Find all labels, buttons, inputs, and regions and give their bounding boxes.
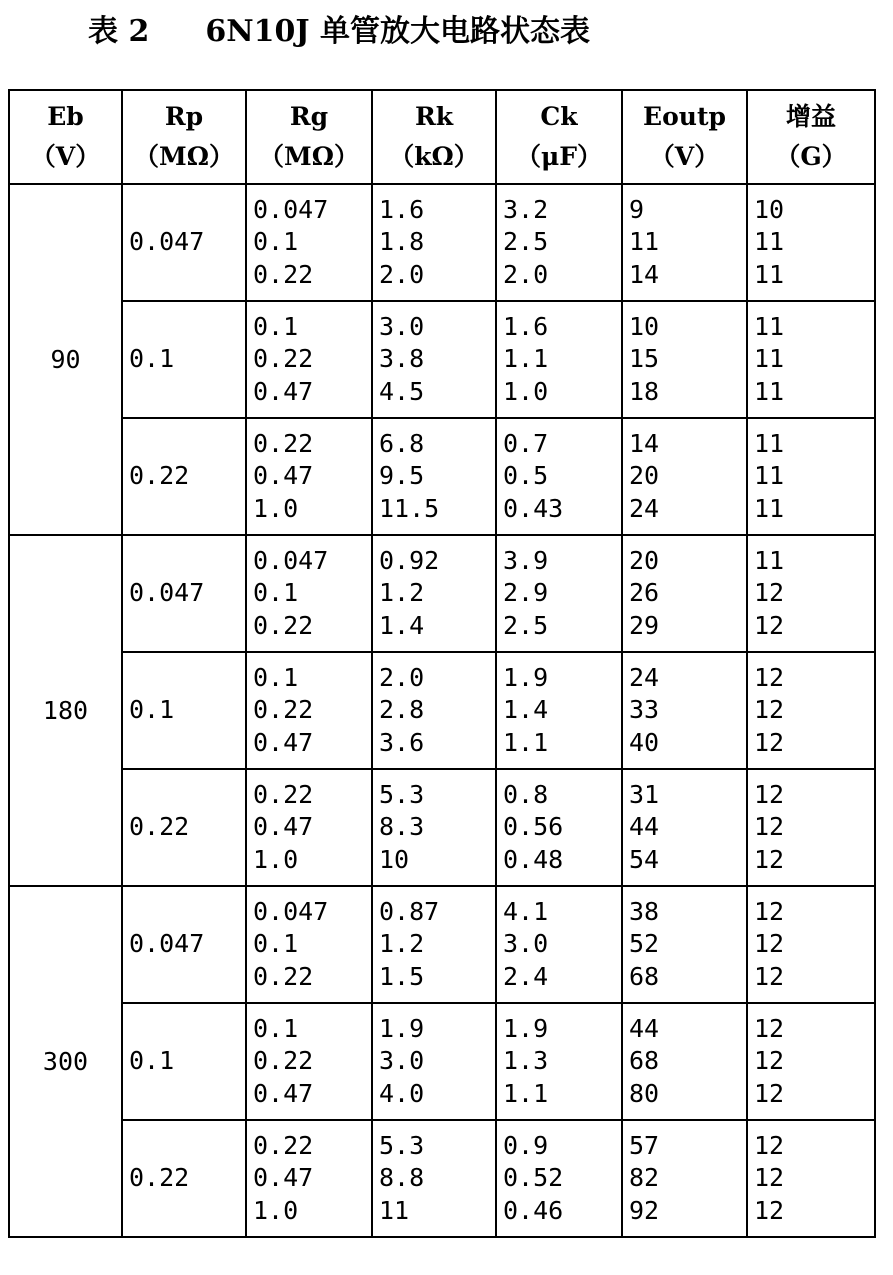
rk-cell [372, 184, 496, 301]
rk-value: 4.0 [379, 1078, 425, 1108]
rk-cell [372, 301, 496, 418]
rg-cell [246, 418, 372, 535]
ck-value: 0.7 [503, 428, 549, 458]
eoutp-value: 20 [629, 545, 660, 575]
table-row [9, 1120, 875, 1237]
rk-value: 3.6 [379, 727, 425, 757]
rk-value: 1.2 [379, 578, 425, 608]
gain-value: 11 [754, 461, 785, 491]
gain-value: 11 [754, 376, 785, 406]
gain-value: 12 [754, 929, 785, 959]
eoutp-cell [622, 418, 747, 535]
rg-value: 0.22 [253, 1046, 314, 1076]
table-row [9, 886, 875, 1003]
rk-value: 1.4 [379, 610, 425, 640]
rk-value: 0.92 [379, 545, 440, 575]
eoutp-value: 57 [629, 1130, 660, 1160]
eoutp-value: 44 [629, 1013, 660, 1043]
rg-cell [246, 886, 372, 1003]
eoutp-cell [622, 769, 747, 886]
gain-cell [747, 769, 875, 886]
eoutp-cell [622, 1003, 747, 1120]
table-row [9, 301, 875, 418]
eoutp-value: 11 [629, 227, 660, 257]
ck-cell [496, 652, 622, 769]
gain-value: 12 [754, 695, 785, 725]
gain-cell [747, 184, 875, 301]
rg-value: 0.47 [253, 1078, 314, 1108]
eoutp-value: 15 [629, 344, 660, 374]
eoutp-value: 14 [629, 428, 660, 458]
ck-cell [496, 535, 622, 652]
rk-value: 1.5 [379, 961, 425, 991]
header-eb [9, 90, 122, 184]
eoutp-value: 82 [629, 1163, 660, 1193]
rk-value: 9.5 [379, 461, 425, 491]
ck-cell [496, 184, 622, 301]
rk-value: 3.0 [379, 311, 425, 341]
rg-value: 0.22 [253, 961, 314, 991]
rg-cell [246, 652, 372, 769]
rg-value: 0.22 [253, 695, 314, 725]
rk-value: 3.0 [379, 1046, 425, 1076]
eoutp-value: 24 [629, 493, 660, 523]
eoutp-value: 10 [629, 311, 660, 341]
eoutp-value: 52 [629, 929, 660, 959]
header-rg [246, 90, 372, 184]
gain-value: 12 [754, 578, 785, 608]
rk-cell [372, 1120, 496, 1237]
eoutp-value: 9 [629, 194, 645, 224]
ck-value: 1.6 [503, 311, 549, 341]
rk-value: 5.3 [379, 1130, 425, 1160]
eoutp-value: 18 [629, 376, 660, 406]
rk-value: 4.5 [379, 376, 425, 406]
gain-value: 12 [754, 610, 785, 640]
rg-value: 0.1 [253, 662, 299, 692]
ck-value: 1.3 [503, 1046, 549, 1076]
ck-value: 2.5 [503, 610, 549, 640]
eoutp-value: 33 [629, 695, 660, 725]
ck-cell [496, 301, 622, 418]
gain-cell [747, 652, 875, 769]
header-unit: （G） [775, 142, 847, 171]
rk-value: 1.9 [379, 1013, 425, 1043]
rg-value: 0.22 [253, 344, 314, 374]
ck-value: 3.2 [503, 194, 549, 224]
rg-value: 0.047 [253, 194, 329, 224]
eoutp-value: 92 [629, 1195, 660, 1225]
rk-value: 0.87 [379, 896, 440, 926]
header-row [9, 90, 875, 184]
gain-cell [747, 1003, 875, 1120]
gain-value: 12 [754, 1046, 785, 1076]
rg-value: 0.1 [253, 578, 299, 608]
rg-value: 0.1 [253, 227, 299, 257]
rp-cell: 0.047 [122, 886, 246, 1003]
table-row [9, 1003, 875, 1120]
header-unit: （kΩ） [389, 142, 479, 171]
ck-value: 0.52 [503, 1163, 564, 1193]
rk-value: 1.2 [379, 929, 425, 959]
rg-value: 0.22 [253, 259, 314, 289]
gain-cell [747, 301, 875, 418]
eoutp-cell [622, 1120, 747, 1237]
gain-value: 12 [754, 961, 785, 991]
eoutp-value: 20 [629, 461, 660, 491]
rk-value: 11 [379, 1195, 410, 1225]
table-row [9, 184, 875, 301]
eoutp-cell [622, 535, 747, 652]
table-number: 表 2 [88, 14, 150, 49]
eoutp-value: 29 [629, 610, 660, 640]
ck-cell [496, 1120, 622, 1237]
rk-value: 2.0 [379, 259, 425, 289]
table-title [88, 8, 590, 56]
rk-value: 8.3 [379, 812, 425, 842]
rg-value: 1.0 [253, 493, 299, 523]
ck-value: 1.0 [503, 376, 549, 406]
ck-value: 1.1 [503, 1078, 549, 1108]
ck-cell [496, 1003, 622, 1120]
ck-value: 0.56 [503, 812, 564, 842]
header-name: Eoutp [643, 102, 726, 131]
rp-cell: 0.1 [122, 301, 246, 418]
header-gain [747, 90, 875, 184]
rg-value: 0.22 [253, 1130, 314, 1160]
rp-cell: 0.22 [122, 418, 246, 535]
gain-cell [747, 535, 875, 652]
table-row [9, 769, 875, 886]
rg-cell [246, 535, 372, 652]
table-row [9, 652, 875, 769]
gain-value: 12 [754, 727, 785, 757]
rg-cell [246, 769, 372, 886]
gain-value: 12 [754, 844, 785, 874]
gain-value: 12 [754, 662, 785, 692]
eoutp-value: 31 [629, 779, 660, 809]
gain-value: 12 [754, 1078, 785, 1108]
header-name: Ck [540, 102, 578, 131]
rg-value: 0.1 [253, 311, 299, 341]
gain-cell [747, 1120, 875, 1237]
ck-value: 2.4 [503, 961, 549, 991]
rg-cell [246, 184, 372, 301]
table-row [9, 535, 875, 652]
gain-cell [747, 886, 875, 1003]
header-unit: （μF） [515, 142, 603, 171]
header-unit: （V） [649, 142, 720, 171]
ck-value: 0.5 [503, 461, 549, 491]
header-unit: （V） [30, 142, 101, 171]
rg-value: 0.22 [253, 610, 314, 640]
rg-value: 0.047 [253, 896, 329, 926]
rg-value: 0.47 [253, 376, 314, 406]
ck-value: 1.1 [503, 344, 549, 374]
rg-value: 0.1 [253, 929, 299, 959]
header-name: Rp [164, 102, 204, 131]
gain-value: 10 [754, 194, 785, 224]
gain-value: 11 [754, 311, 785, 341]
gain-value: 12 [754, 812, 785, 842]
eoutp-cell [622, 184, 747, 301]
rg-value: 0.47 [253, 1163, 314, 1193]
gain-value: 11 [754, 493, 785, 523]
gain-value: 12 [754, 1130, 785, 1160]
rg-value: 0.047 [253, 545, 329, 575]
rg-value: 0.22 [253, 428, 314, 458]
rp-cell: 0.1 [122, 652, 246, 769]
ck-value: 3.9 [503, 545, 549, 575]
ck-value: 1.9 [503, 662, 549, 692]
table-body [9, 184, 875, 1237]
rk-cell [372, 535, 496, 652]
ck-value: 0.43 [503, 493, 564, 523]
rg-value: 1.0 [253, 1195, 299, 1225]
ck-value: 0.48 [503, 844, 564, 874]
ck-value: 0.46 [503, 1195, 564, 1225]
eoutp-value: 80 [629, 1078, 660, 1108]
rk-cell [372, 418, 496, 535]
header-eoutp [622, 90, 747, 184]
rp-cell: 0.22 [122, 769, 246, 886]
rk-value: 3.8 [379, 344, 425, 374]
eb-cell: 300 [9, 886, 122, 1237]
header-rp [122, 90, 246, 184]
header-name: Eb [47, 102, 84, 131]
ck-value: 4.1 [503, 896, 549, 926]
ck-value: 0.9 [503, 1130, 549, 1160]
ck-cell [496, 418, 622, 535]
eoutp-cell [622, 301, 747, 418]
header-rk [372, 90, 496, 184]
gain-value: 12 [754, 779, 785, 809]
rg-value: 0.47 [253, 812, 314, 842]
eoutp-value: 54 [629, 844, 660, 874]
eoutp-value: 40 [629, 727, 660, 757]
rk-value: 10 [379, 844, 410, 874]
ck-value: 3.0 [503, 929, 549, 959]
rg-cell [246, 301, 372, 418]
eoutp-value: 44 [629, 812, 660, 842]
rk-value: 5.3 [379, 779, 425, 809]
eb-cell: 90 [9, 184, 122, 535]
rg-value: 0.47 [253, 727, 314, 757]
header-name: Rg [289, 102, 329, 131]
rk-value: 1.8 [379, 227, 425, 257]
eoutp-cell [622, 652, 747, 769]
ck-value: 2.5 [503, 227, 549, 257]
rk-value: 1.6 [379, 194, 425, 224]
eoutp-value: 68 [629, 1046, 660, 1076]
ck-value: 1.4 [503, 695, 549, 725]
rg-value: 0.22 [253, 779, 314, 809]
eoutp-value: 24 [629, 662, 660, 692]
eoutp-value: 14 [629, 259, 660, 289]
header-ck [496, 90, 622, 184]
eoutp-value: 26 [629, 578, 660, 608]
gain-value: 11 [754, 227, 785, 257]
header-name: 增益 [785, 102, 836, 131]
gain-value: 12 [754, 1163, 785, 1193]
rk-value: 8.8 [379, 1163, 425, 1193]
ck-value: 0.8 [503, 779, 549, 809]
rk-value: 11.5 [379, 493, 440, 523]
state-table [8, 89, 876, 1238]
eb-cell: 180 [9, 535, 122, 886]
rk-value: 2.8 [379, 695, 425, 725]
gain-value: 12 [754, 896, 785, 926]
eoutp-value: 68 [629, 961, 660, 991]
rg-value: 0.47 [253, 461, 314, 491]
header-unit: （MΩ） [134, 142, 234, 171]
rk-cell [372, 886, 496, 1003]
ck-value: 1.1 [503, 727, 549, 757]
rk-cell [372, 1003, 496, 1120]
rg-cell [246, 1003, 372, 1120]
rk-value: 6.8 [379, 428, 425, 458]
ck-cell [496, 886, 622, 1003]
rp-cell: 0.22 [122, 1120, 246, 1237]
rk-value: 2.0 [379, 662, 425, 692]
table-row [9, 418, 875, 535]
gain-value: 12 [754, 1013, 785, 1043]
rp-cell: 0.1 [122, 1003, 246, 1120]
rk-cell [372, 652, 496, 769]
ck-value: 2.0 [503, 259, 549, 289]
gain-value: 11 [754, 344, 785, 374]
rp-cell: 0.047 [122, 535, 246, 652]
rg-value: 0.1 [253, 1013, 299, 1043]
ck-value: 1.9 [503, 1013, 549, 1043]
ck-cell [496, 769, 622, 886]
gain-cell [747, 418, 875, 535]
gain-value: 11 [754, 428, 785, 458]
header-name: Rk [414, 102, 454, 131]
table-caption: 6N10J 单管放大电路状态表 [205, 14, 591, 49]
ck-value: 2.9 [503, 578, 549, 608]
eoutp-cell [622, 886, 747, 1003]
rp-cell: 0.047 [122, 184, 246, 301]
rk-cell [372, 769, 496, 886]
rg-value: 1.0 [253, 844, 299, 874]
rg-cell [246, 1120, 372, 1237]
eoutp-value: 38 [629, 896, 660, 926]
header-unit: （MΩ） [259, 142, 359, 171]
gain-value: 12 [754, 1195, 785, 1225]
gain-value: 11 [754, 545, 785, 575]
gain-value: 11 [754, 259, 785, 289]
